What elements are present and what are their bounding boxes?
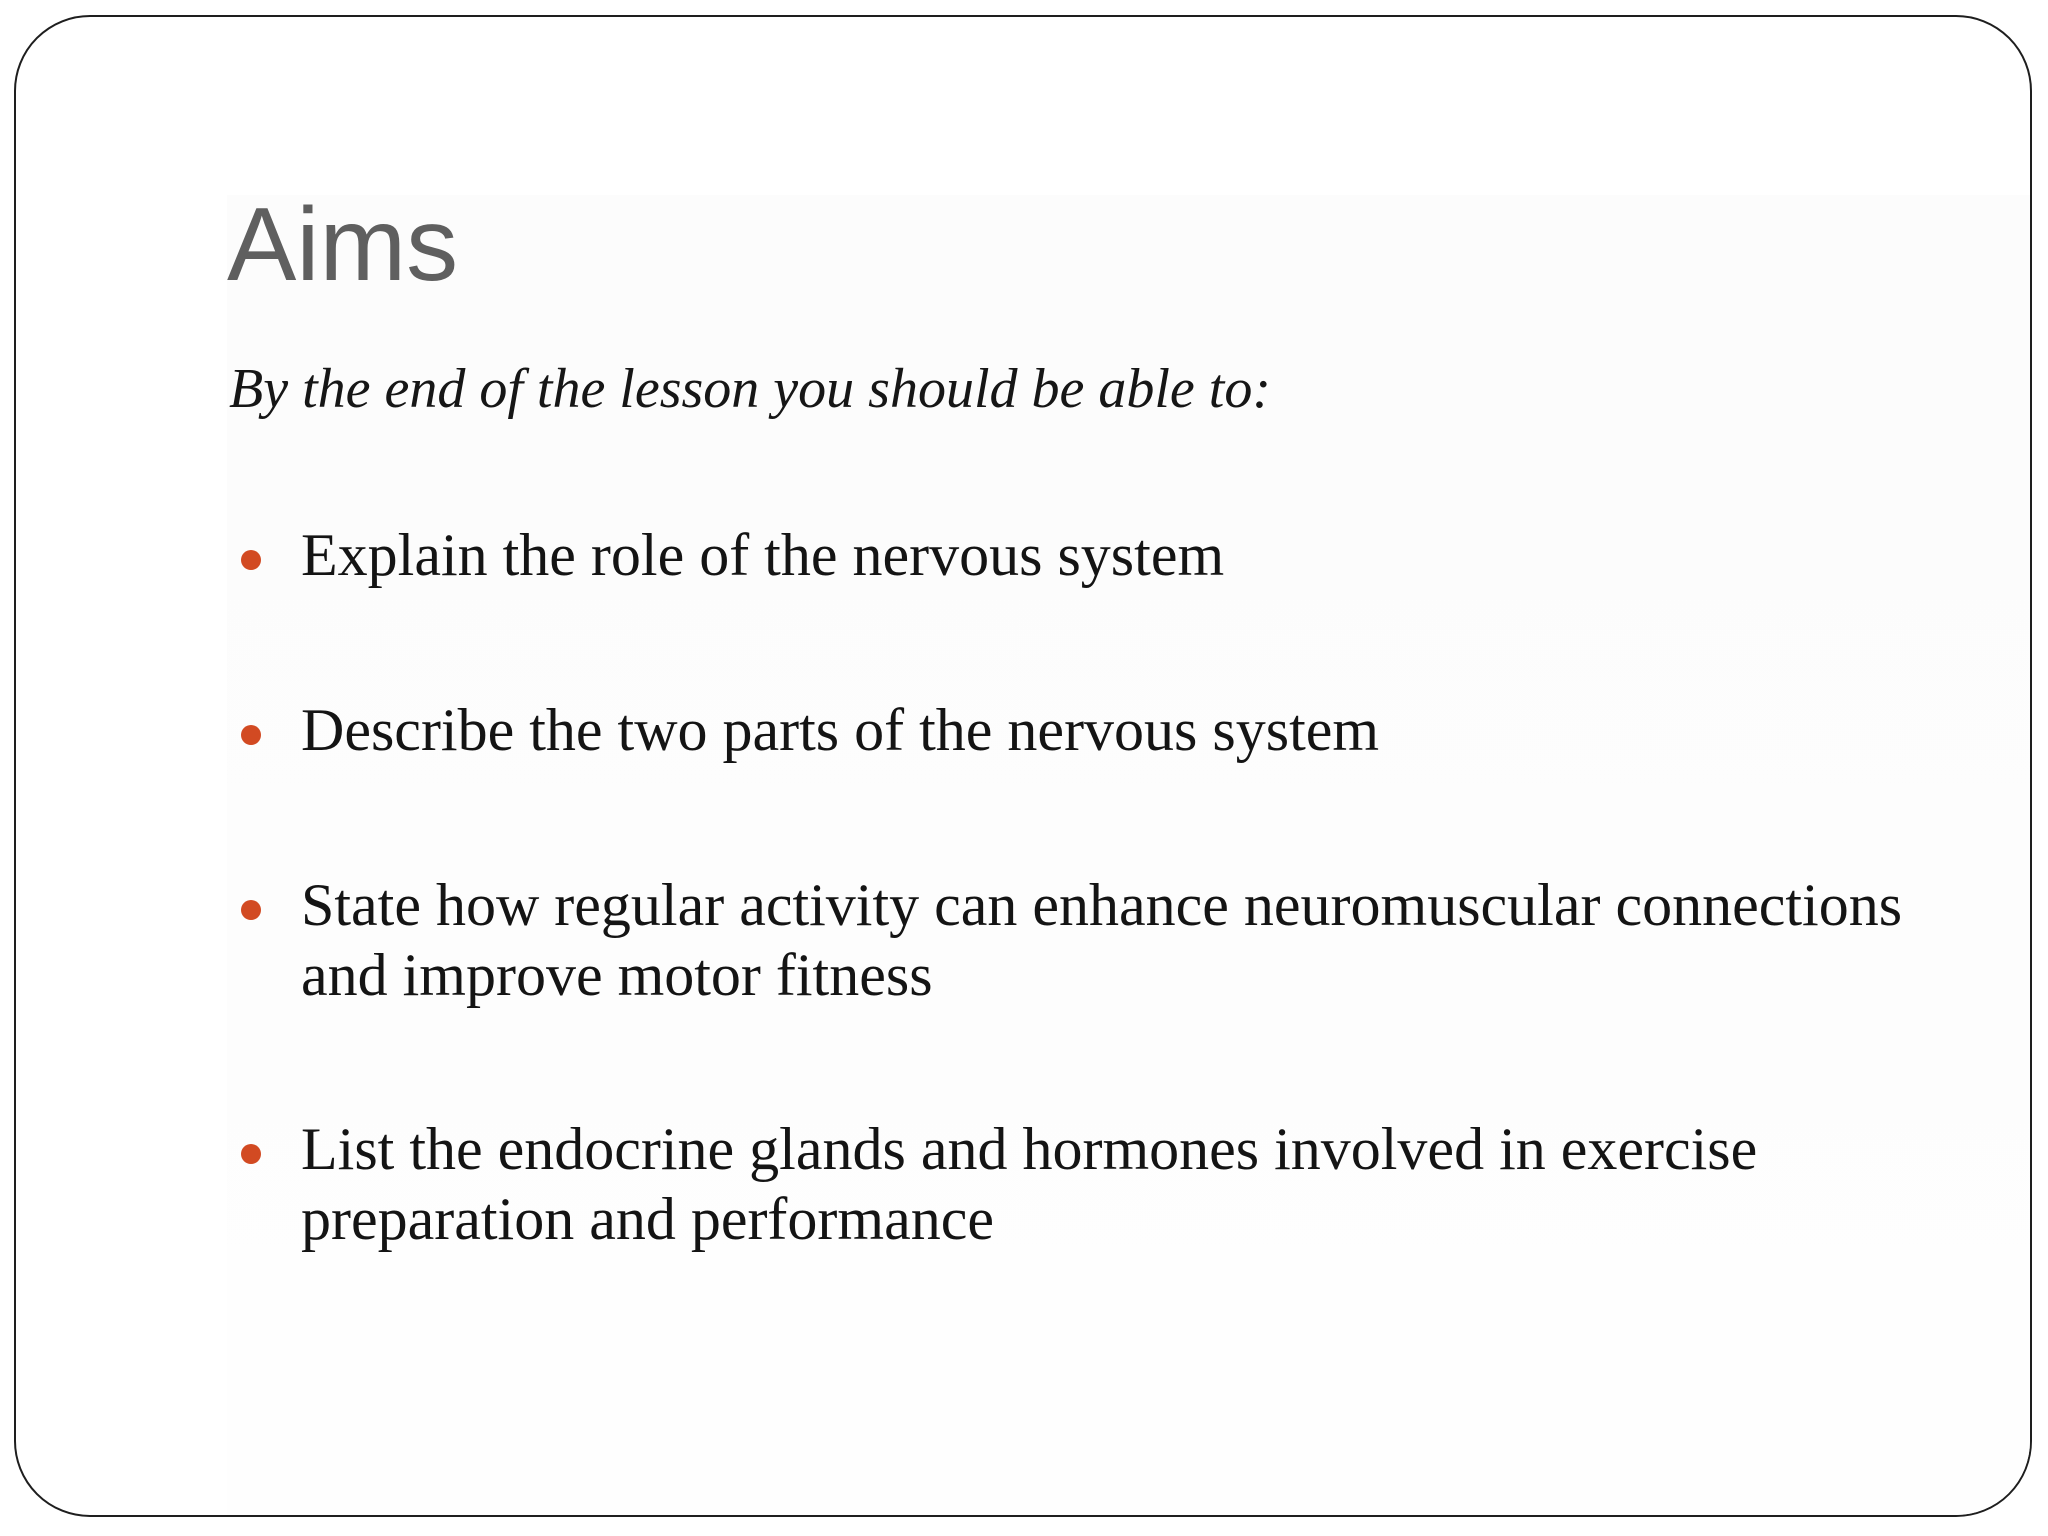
aim-text: List the endocrine glands and hormones involved in exercise preparation and performance (301, 1116, 1758, 1252)
circle-bullet-icon (241, 725, 261, 745)
circle-bullet-icon (241, 1144, 261, 1164)
circle-bullet-icon (241, 550, 261, 570)
slide-intro: By the end of the lesson you should be able to: (229, 358, 1271, 420)
aim-text: Explain the role of the nervous system (301, 522, 1225, 588)
aim-text: Describe the two parts of the nervous system (301, 697, 1380, 763)
aim-text: State how regular activity can enhance neuromuscular connections and improve motor fitness (301, 872, 1903, 1008)
slide (14, 15, 2032, 1517)
slide-title: Aims (227, 187, 459, 303)
circle-bullet-icon (241, 900, 261, 920)
